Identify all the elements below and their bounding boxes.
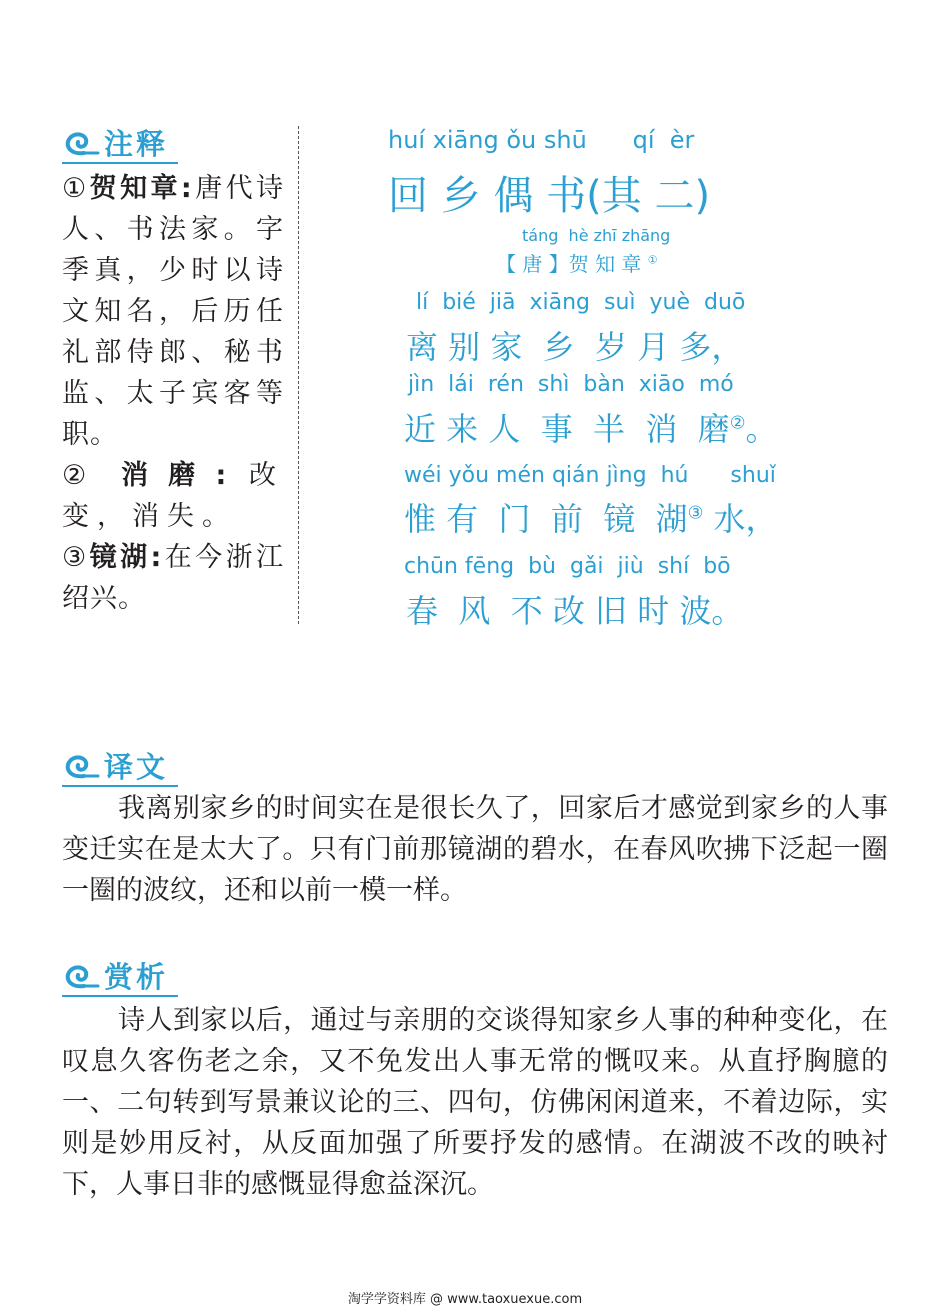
- poem-line-2-pinyin: jìn lái rén shì bàn xiāo mó: [408, 372, 734, 397]
- footer-watermark: 淘学学资料库 @ www.taoxuexue.com: [347, 1292, 583, 1307]
- note-text: 在今浙江绍兴。: [62, 542, 285, 614]
- poem-line-tail: 水，: [703, 500, 778, 538]
- appreciation-heading-label: 赏析: [104, 959, 169, 994]
- poem-author: [496, 248, 658, 277]
- poem-line-text: 近 来 人 事 半 消 磨: [404, 410, 730, 448]
- translation-heading-underline: [62, 785, 178, 787]
- column-divider: [298, 126, 299, 624]
- poem-line-text: 惟 有 门 前 镜 湖: [404, 500, 688, 538]
- note-term: 贺知章: [89, 173, 181, 204]
- poem-author-dynasty: 【 唐 】: [496, 252, 569, 276]
- poem-line-3-pinyin: wéi yǒu mén qián jìng hú shuǐ: [404, 463, 776, 488]
- note-number: ③: [62, 542, 90, 573]
- poem-title: 回 乡 偶 书(其 二): [388, 173, 711, 219]
- poem-line-4: [406, 586, 743, 632]
- appreciation-heading-underline: [62, 995, 178, 997]
- note-item-3: ③镜湖:在今浙江绍兴。: [62, 542, 285, 614]
- poem-line-ref: ③: [687, 503, 704, 524]
- note-number: ①: [62, 173, 90, 204]
- swirl-icon: [62, 752, 100, 782]
- poem-line-1-pinyin: lí bié jiā xiāng suì yuè duō: [416, 290, 746, 315]
- notes-heading: [62, 122, 180, 166]
- poem-line-text: 离 别 家 乡 岁 月 多，: [406, 328, 744, 366]
- poem-line-text: 春 风 不 改 旧 时 波。: [406, 592, 744, 630]
- swirl-icon: [62, 129, 100, 159]
- appreciation-text: 诗人到家以后，通过与亲朋的交谈得知家乡人事的种种变化，在叹息久客伤老之余，又不免发出人事无常的慨叹来。从直抒胸臆的一、二句转到写景兼议论的三、四句，仿佛闲闲道来，不着边际，实则是妙用反衬，从反面加强了所要抒发的感情。在湖波不改的映衬下，人事日非的感慨显得愈益深沉。: [62, 1005, 888, 1200]
- poem-author-name: 贺 知 章: [568, 252, 642, 276]
- translation-heading: [62, 745, 180, 789]
- translation-text: 我离别家乡的时间实在是很长久了，回家后才感觉到家乡的人事变迁实在是太大了。只有门前那镜湖的碧水，在春风吹拂下泛起一圈一圈的波纹，还和以前一模一样。: [62, 793, 888, 906]
- poem-author-ref: ①: [647, 253, 658, 267]
- poem-line-ref: ②: [729, 413, 746, 434]
- poem-line-tail: 。: [745, 410, 778, 448]
- note-term: 消磨: [121, 460, 216, 491]
- poem-line-3: [404, 494, 778, 540]
- note-text: 改变，消失。: [62, 460, 284, 532]
- note-item-1: ①贺知章:唐代诗人、书法家。字季真，少时以诗文知名，后历任礼部侍郎、秘书监、太子宾客等职。: [62, 173, 285, 450]
- notes-list: [62, 168, 284, 619]
- note-term: 镜湖: [89, 542, 151, 573]
- translation-heading-label: 译文: [104, 749, 169, 784]
- note-item-2: ② 消磨: 改变，消失。: [62, 460, 284, 532]
- poem-title-pinyin: huí xiāng ǒu shū qí èr: [388, 126, 695, 154]
- notes-heading-underline: [62, 162, 178, 164]
- notes-heading-label: 注释: [104, 126, 169, 161]
- poem-author-pinyin: táng hè zhī zhāng: [522, 226, 671, 245]
- swirl-icon: [62, 962, 100, 992]
- note-text: 唐代诗人、书法家。字季真，少时以诗文知名，后历任礼部侍郎、秘书监、太子宾客等职。: [62, 173, 285, 450]
- appreciation-heading: [62, 955, 180, 999]
- note-number: ②: [62, 460, 100, 491]
- poem-line-1: [406, 322, 743, 368]
- poem-line-2: [404, 404, 778, 450]
- poem-line-4-pinyin: chūn fēng bù gǎi jiù shí bō: [404, 554, 731, 579]
